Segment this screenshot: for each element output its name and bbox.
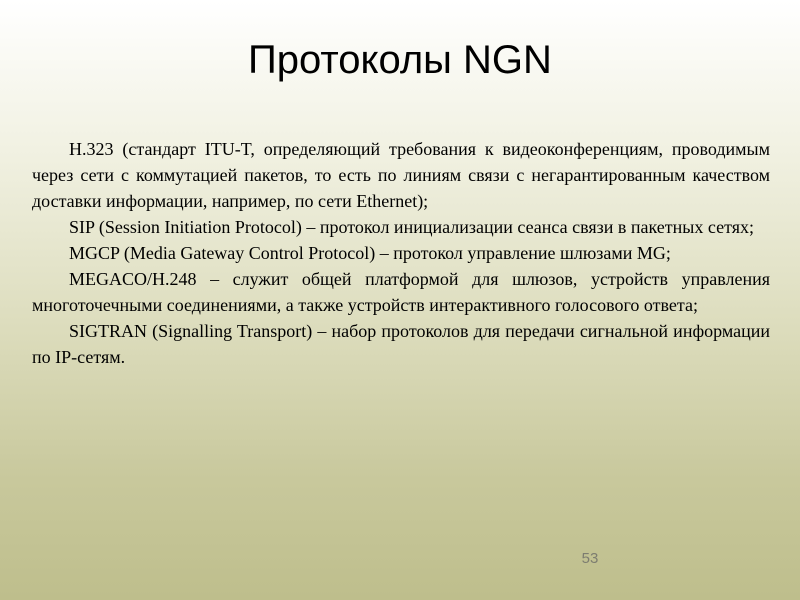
- paragraph-sip: SIP (Session Initiation Protocol) – протокол инициализации сеанса связи в пакетных сетях;: [69, 217, 754, 237]
- slide-title: Протоколы NGN: [248, 38, 552, 82]
- paragraph-megaco: MEGACO/H.248 – служит общей платформой для шлюзов, устройств управления многоточечными соединениями, а также устройств интерактивного голосового ответа;: [32, 269, 770, 315]
- paragraph-mgcp: MGCP (Media Gateway Control Protocol) – протокол управление шлюзами MG;: [69, 243, 671, 263]
- paragraph-sigtran: SIGTRAN (Signalling Transport) – набор протоколов для передачи сигнальной информации по IP-сетям.: [32, 321, 770, 367]
- paragraph-h323: H.323 (стандарт ITU-T, определяющий требования к видеоконференциям, проводимым через сети с коммутацией пакетов, то есть по линиям связи с негарантированным качеством доставки информации, например, по сети Ethernet);: [32, 139, 770, 211]
- page-number: 53: [581, 550, 599, 567]
- slide-body: [32, 136, 770, 370]
